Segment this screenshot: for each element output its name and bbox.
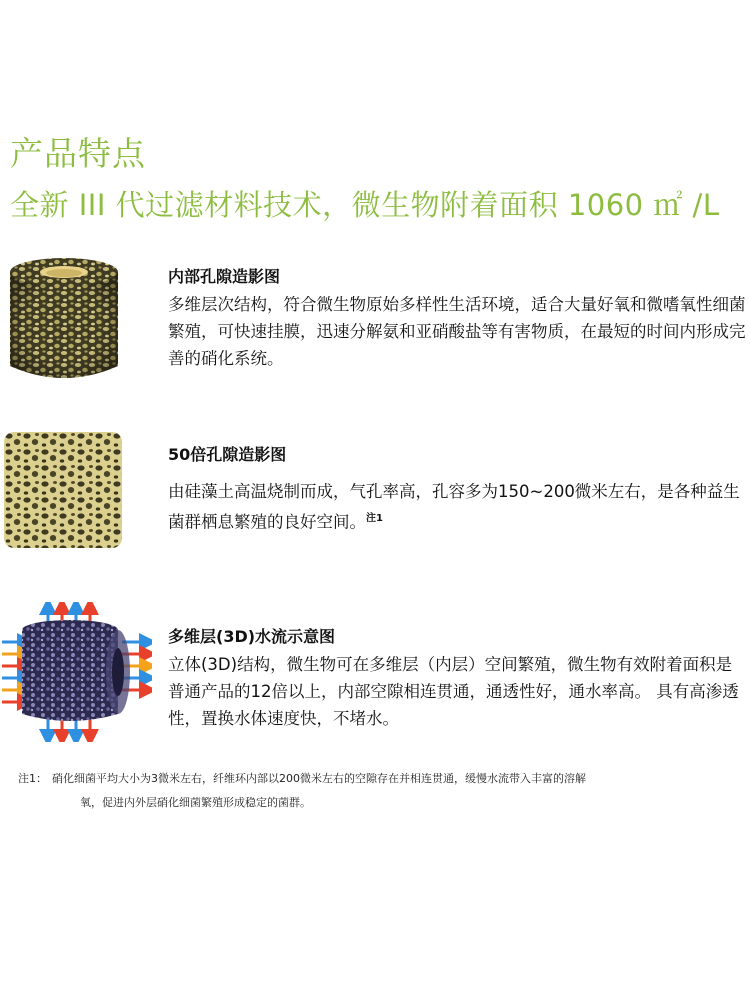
feature-3-title: 多维层(3D)水流示意图 xyxy=(168,627,336,646)
feature-1-text: 多维层次结构，符合微生物原始多样性生活环境，适合大量好氧和微嗜氧性细菌繁殖，可快速挂膜，迅速分解氨和亚硝酸盐等有害物质，在最短的时间内形成完善的硝化系统。 xyxy=(168,295,746,368)
feature-2-text xyxy=(168,478,746,536)
page-title: 产品特点 xyxy=(10,134,146,173)
footnote-text-2: 氧，促进内外层硝化细菌繁殖形成稳定的菌群。 xyxy=(80,796,311,809)
footnote-text-1: 硝化细菌平均大小为3微米左右，纤维环内部以200微米左右的空隙存在并相连贯通，缓慢水流带入丰富的溶解 xyxy=(52,772,586,785)
3d-water-flow-image xyxy=(0,602,152,742)
porous-cylinder-image xyxy=(4,254,124,384)
footnote-label: 注1： xyxy=(18,772,47,785)
footnote-marker: 注1 xyxy=(366,513,383,524)
feature-2-body: 由硅藻土高温烧制而成，气孔率高，孔容多为150~200微米左右，是各种益生菌群栖息繁殖的良好空间。 xyxy=(168,482,740,532)
footnote-line-2 xyxy=(18,791,738,815)
feature-2-title: 50倍孔隙造影图 xyxy=(168,445,287,464)
page-subtitle: 全新 III 代过滤材料技术，微生物附着面积 1060 ㎡ /L xyxy=(10,188,720,222)
feature-1-title: 内部孔隙造影图 xyxy=(168,267,281,286)
footnote xyxy=(18,767,738,815)
footnote-line-1 xyxy=(18,767,738,791)
porous-texture-image xyxy=(4,432,122,548)
feature-3-text: 立体(3D)结构，微生物可在多维层（内层）空间繁殖，微生物有效附着面积是普通产品的12倍以上，内部空隙相连贯通，通透性好，通水率高。 具有高渗透性，置换水体速度快，不堵水。 xyxy=(168,655,739,728)
